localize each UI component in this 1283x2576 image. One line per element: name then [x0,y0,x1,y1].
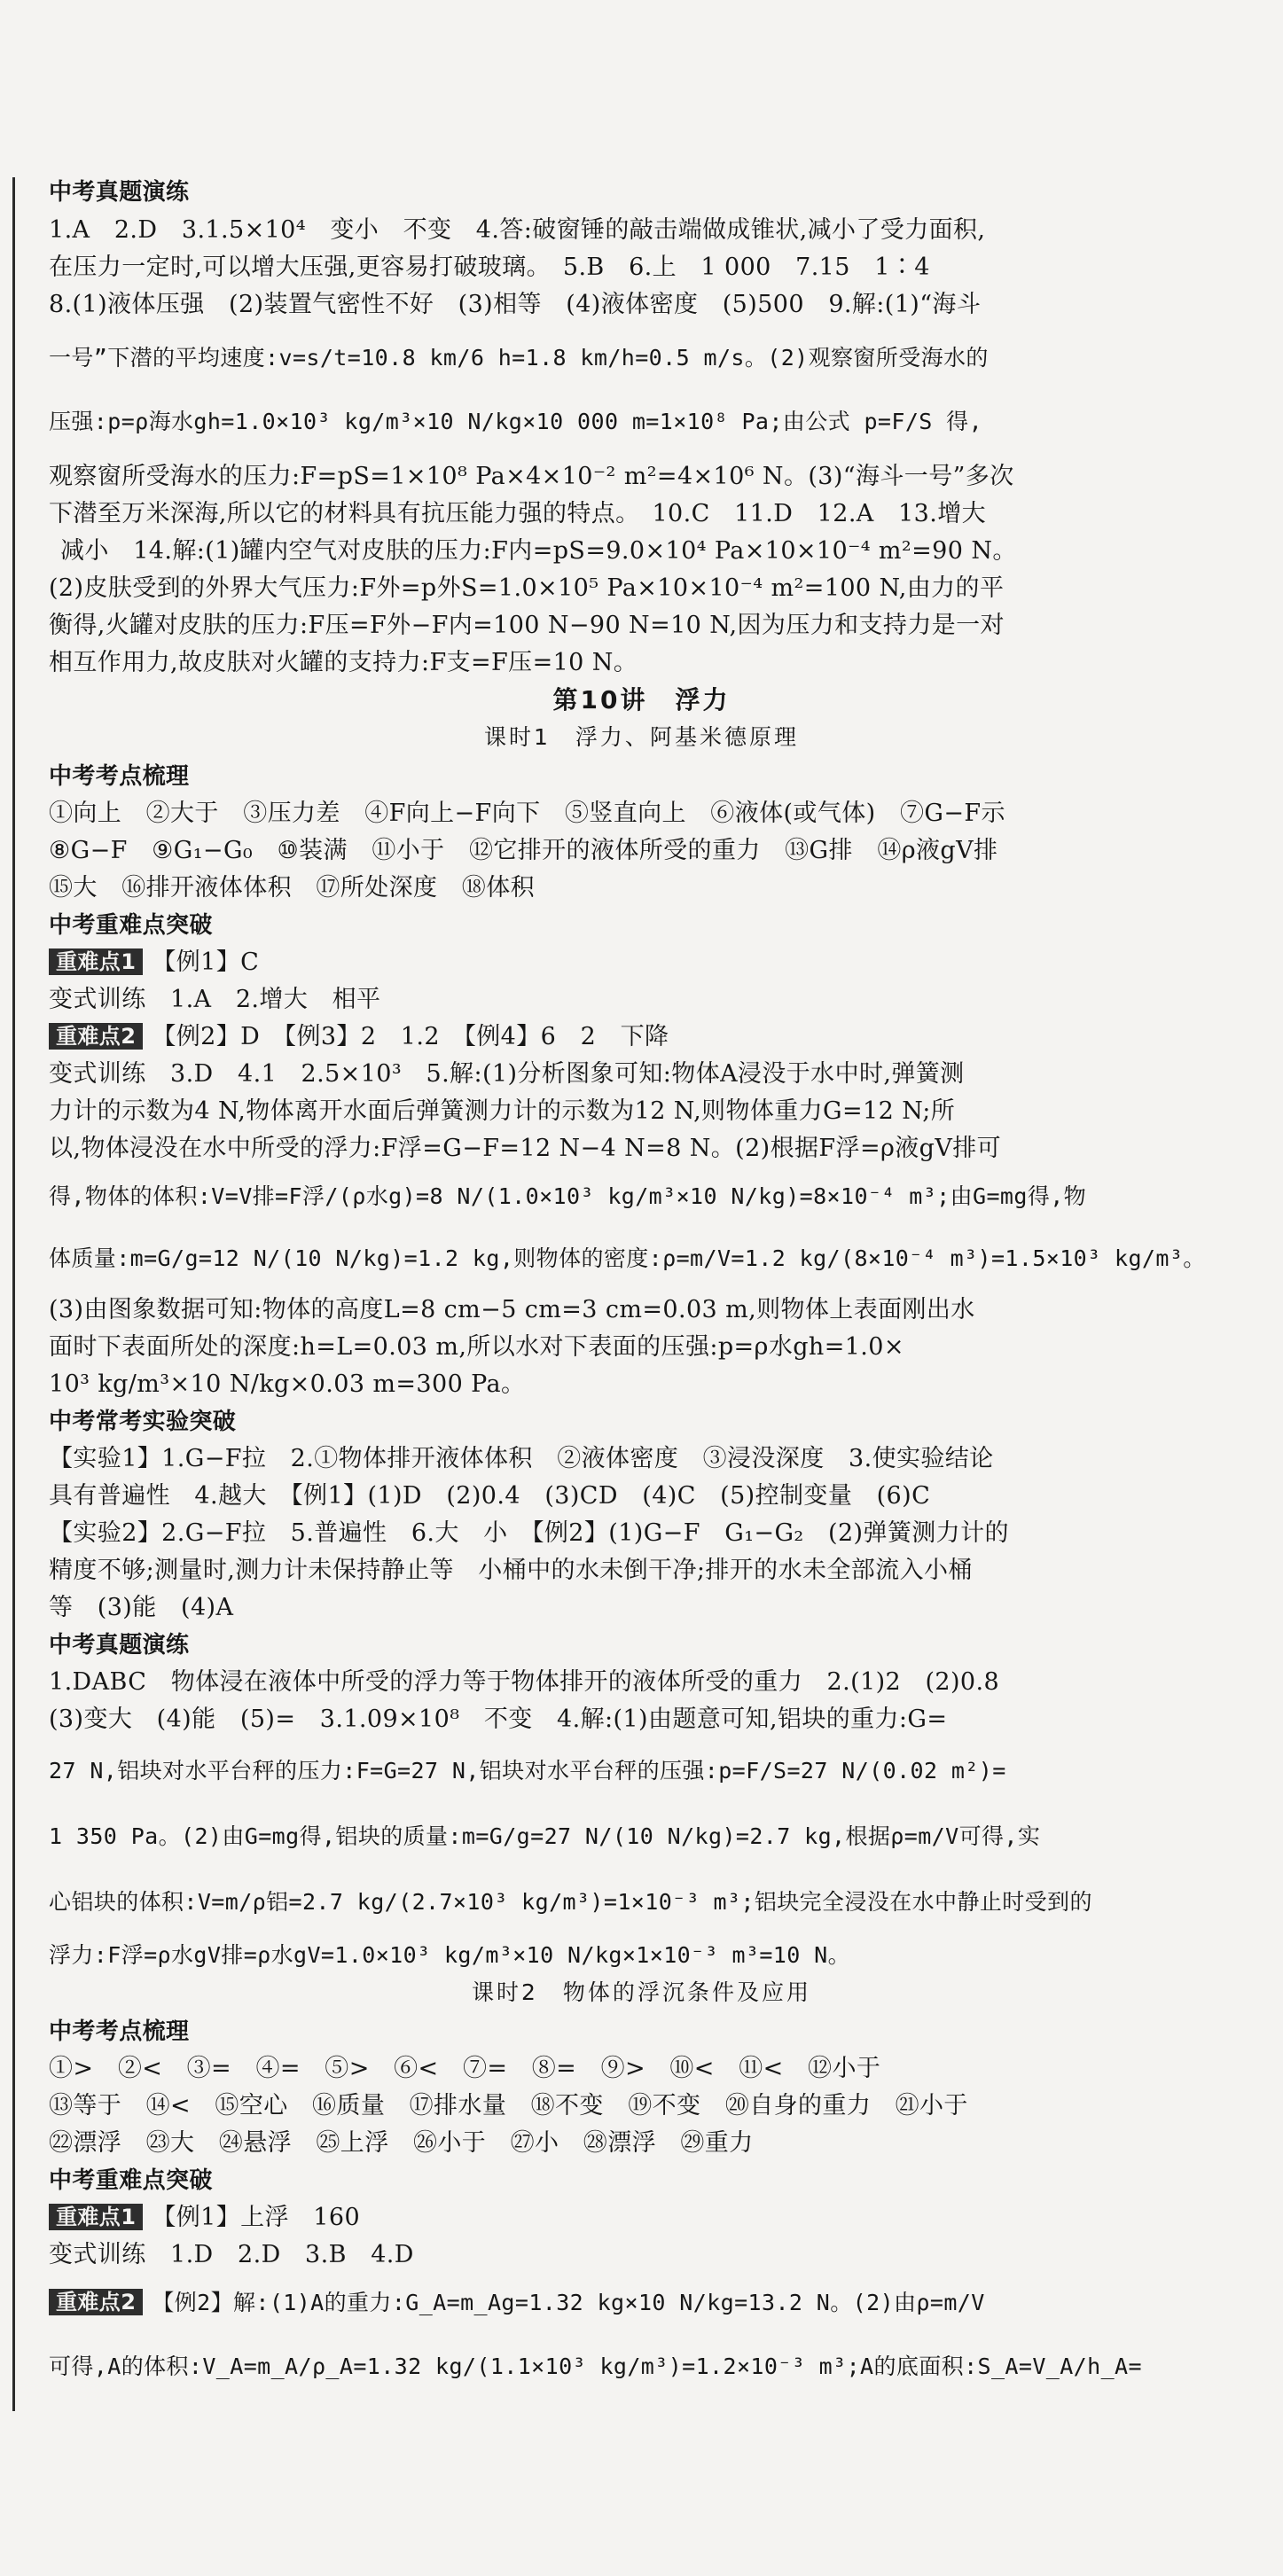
answer-line: 等 (3)能 (4)A [49,1594,234,1621]
answer-line: 观察窗所受海水的压力:F=pS=1×10⁸ Pa×4×10⁻² m²=4×10⁶ N。(3)“海斗一号”多次 [49,463,1014,490]
answer-line: ①> ②< ③= ④= ⑤> ⑥< ⑦= ⑧= ⑨> ⑩< ⑪< ⑫小于 [49,2055,881,2082]
answer-line: ⑬等于 ⑭< ⑮空心 ⑯质量 ⑰排水量 ⑱不变 ⑲不变 ⑳自身的重力 ㉑小于 [49,2092,968,2119]
key-point-answer: 【例2】解:(1)A的重力:G_A=m_Ag=1.32 kg×10 N/kg=13.2 N。(2)由ρ=m/V [152,2290,985,2315]
answer-line: 1.DABC 物体浸在液体中所受的浮力等于物体排开的液体所受的重力 2.(1)2 (2)0.8 [49,1668,1000,1696]
answer-line: 面时下表面所处的深度:h=L=0.03 m,所以水对下表面的压强:p=ρ水gh=1.0× [49,1333,904,1361]
answer-line: 变式训练 3.D 4.1 2.5×10³ 5.解:(1)分析图象可知:物体A浸没于水中时,弹簧测 [49,1060,965,1088]
answer-line: 可得,A的体积:V_A=m_A/ρ_A=1.32 kg/(1.1×10³ kg/m³)=1.2×10⁻³ m³;A的底面积:S_A=V_A/h_A= [49,2354,1142,2379]
answer-line: 变式训练 1.D 2.D 3.B 4.D [49,2241,414,2268]
section-heading: 中考考点梳理 [49,2018,190,2045]
answer-line: 压强:p=ρ海水gh=1.0×10³ kg/m³×10 N/kg×10 000 m=1×10⁸ Pa;由公式 p=F/S 得, [49,409,983,434]
section-heading: 中考真题演练 [49,179,190,206]
answer-line: 变式训练 1.A 2.增大 相平 [49,986,381,1013]
answer-line: 【实验2】2.G−F拉 5.普遍性 6.大 小 【例2】(1)G−F G₁−G₂ (2)弹簧测力计的 [49,1519,1009,1547]
answer-line: 体质量:m=G/g=12 N/(10 N/kg)=1.2 kg,则物体的密度:ρ=m/V=1.2 kg/(8×10⁻⁴ m³)=1.5×10³ kg/m³。 [49,1245,1206,1271]
key-point-row [49,945,1248,980]
answer-line: 10³ kg/m³×10 N/kg×0.03 m=300 Pa。 [49,1370,526,1398]
answer-line: 减小 14.解:(1)罐内空气对皮肤的压力:F内=pS=9.0×10⁴ Pa×10×10⁻⁴ m²=90 N。 [60,537,1017,565]
answer-line: 相互作用力,故皮肤对火罐的支持力:F支=F压=10 N。 [49,649,638,676]
answer-line: 下潜至万米深海,所以它的材料具有抗压能力强的特点。 10.C 11.D 12.A 13.增大 [49,500,987,527]
section-heading: 中考重难点突破 [49,912,213,939]
answer-line: 以,物体浸没在水中所受的浮力:F浮=G−F=12 N−4 N=8 N。(2)根据F浮=ρ液gV排可 [49,1135,1002,1162]
answer-line: (3)由图象数据可知:物体的高度L=8 cm−5 cm=3 cm=0.03 m,则物体上表面刚出水 [49,1296,975,1323]
lesson-title: 课时1 浮力、阿基米德原理 [484,724,799,750]
answer-line: 具有普遍性 4.越大 【例1】(1)D (2)0.4 (3)CD (4)C (5)控制变量 (6)C [49,1482,931,1510]
answer-line: ㉒漂浮 ㉓大 ㉔悬浮 ㉕上浮 ㉖小于 ㉗小 ㉘漂浮 ㉙重力 [49,2129,754,2157]
answer-line: 27 N,铝块对水平台秤的压力:F=G=27 N,铝块对水平台秤的压强:p=F/S=27 N/(0.02 m²)= [49,1758,1006,1784]
answer-line: ⑧G−F ⑨G₁−G₀ ⑩装满 ⑪小于 ⑫它排开的液体所受的重力 ⑬G排 ⑭ρ液gV排 [49,837,998,864]
answer-line: 1 350 Pa。(2)由G=mg得,铝块的质量:m=G/g=27 N/(10 N/kg)=2.7 kg,根据ρ=m/V可得,实 [49,1823,1041,1849]
answer-line: 心铝块的体积:V=m/ρ铝=2.7 kg/(2.7×10³ kg/m³)=1×10⁻³ m³;铝块完全浸没在水中静止时受到的 [49,1889,1092,1915]
key-point-tag: 重难点2 [49,1023,143,1050]
key-point-row [49,1019,1248,1055]
key-point-answer: 【例2】D 【例3】2 1.2 【例4】6 2 下降 [152,1023,669,1050]
answer-line: (3)变大 (4)能 (5)= 3.1.09×10⁸ 不变 4.解:(1)由题意可知,铝块的重力:G= [49,1706,948,1733]
answer-line: 浮力:F浮=ρ水gV排=ρ水gV=1.0×10³ kg/m³×10 N/kg×1×10⁻³ m³=10 N。 [49,1942,851,1968]
answer-line: 1.A 2.D 3.1.5×10⁴ 变小 不变 4.答:破窗锤的敲击端做成锥状,减小了受力面积, [49,216,986,244]
section-heading: 中考考点梳理 [49,763,190,790]
lecture-title: 第10讲 浮力 [552,685,731,714]
section-heading: 中考重难点突破 [49,2167,213,2194]
answer-line: 得,物体的体积:V=V排=F浮/(ρ水g)=8 N/(1.0×10³ kg/m³×10 N/kg)=8×10⁻⁴ m³;由G=mg得,物 [49,1183,1087,1209]
key-point-answer: 【例1】上浮 160 [152,2204,361,2231]
key-point-row [49,2200,1248,2236]
answer-line: (2)皮肤受到的外界大气压力:F外=p外S=1.0×10⁵ Pa×10×10⁻⁴ m²=100 N,由力的平 [49,574,1005,602]
answer-line: ⑮大 ⑯排开液体体积 ⑰所处深度 ⑱体积 [49,874,535,902]
key-point-row [49,2285,1248,2321]
margin-rule [12,177,15,2411]
answer-line: 一号”下潜的平均速度:v=s/t=10.8 km/6 h=1.8 km/h=0.5 m/s。(2)观察窗所受海水的 [49,345,989,371]
section-heading: 中考常考实验突破 [49,1409,237,1435]
section-heading: 中考真题演练 [49,1632,190,1659]
answer-line: 衡得,火罐对皮肤的压力:F压=F外−F内=100 N−90 N=10 N,因为压力和支持力是一对 [49,612,1005,639]
answer-line: ①向上 ②大于 ③压力差 ④F向上−F向下 ⑤竖直向上 ⑥液体(或气体) ⑦G−F示 [49,800,1005,827]
key-point-tag: 重难点1 [49,948,143,975]
answer-line: 8.(1)液体压强 (2)装置气密性不好 (3)相等 (4)液体密度 (5)500 9.解:(1)“海斗 [49,291,982,318]
key-point-answer: 【例1】C [152,948,260,976]
answer-line: 【实验1】1.G−F拉 2.①物体排开液体体积 ②液体密度 ③浸没深度 3.使实验结论 [49,1445,994,1472]
key-point-tag: 重难点1 [49,2204,143,2230]
key-point-tag: 重难点2 [49,2289,143,2315]
lesson-title: 课时2 物体的浮沉条件及应用 [472,1979,811,2005]
answer-line: 力计的示数为4 N,物体离开水面后弹簧测力计的示数为12 N,则物体重力G=12 N;所 [49,1097,956,1125]
answer-line: 在压力一定时,可以增大压强,更容易打破玻璃。 5.B 6.上 1 000 7.15 1∶4 [49,254,930,281]
answer-line: 精度不够;测量时,测力计未保持静止等 小桶中的水未倒干净;排开的水未全部流入小桶 [49,1557,973,1584]
